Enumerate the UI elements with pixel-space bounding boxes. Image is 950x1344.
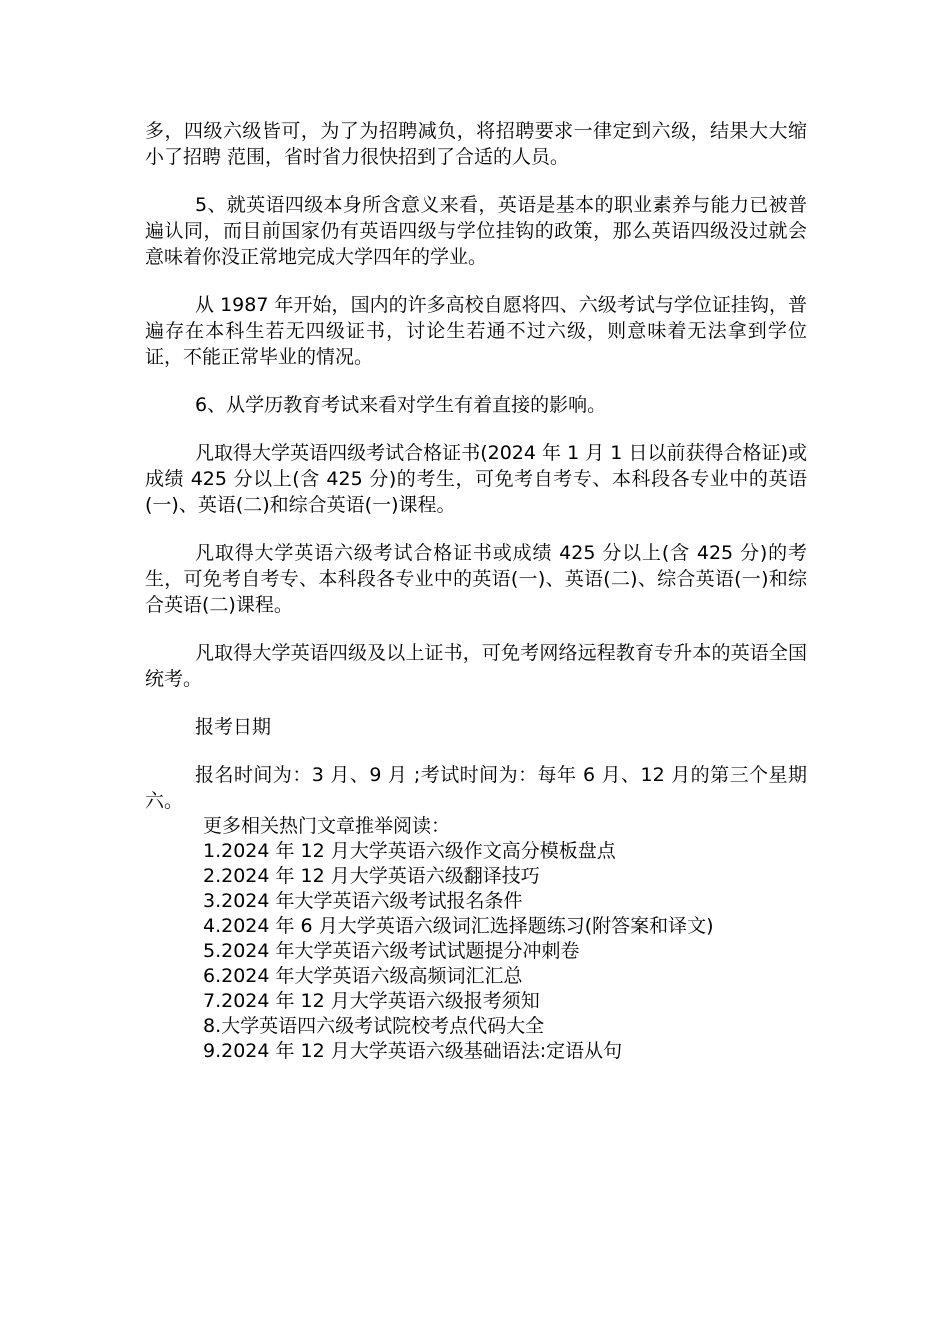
paragraph-continued: 多，四级六级皆可，为了为招聘减负，将招聘要求一律定到六级，结果大大缩小了招聘 范围，省时省力很快招到了合适的人员。 bbox=[145, 120, 807, 168]
paragraph-online-exemption: 凡取得大学英语四级及以上证书，可免考网络远程教育专升本的英语全国统考。 bbox=[145, 642, 807, 690]
document-body bbox=[145, 118, 807, 1064]
paragraph-degree-link: 从 1987 年开始，国内的许多高校自愿将四、六级考试与学位证挂钩，普遍存在本科生若无四级证书，讨论生若通不过六级，则意味着无法拿到学位证，不能正常毕业的情况。 bbox=[145, 294, 807, 368]
related-article-link[interactable]: 4.2024 年 6 月大学英语六级词汇选择题练习(附答案和译文) bbox=[203, 915, 714, 937]
related-article-link[interactable]: 9.2024 年 12 月大学英语六级基础语法:定语从句 bbox=[203, 1040, 623, 1062]
related-article-link[interactable]: 8.大学英语四六级考试院校考点代码大全 bbox=[203, 1015, 545, 1037]
related-article-link[interactable]: 2.2024 年 12 月大学英语六级翻译技巧 bbox=[203, 865, 540, 887]
paragraph-cet4-exemption: 凡取得大学英语四级考试合格证书(2024 年 1 月 1 日以前获得合格证)或成绩 425 分以上(含 425 分)的考生，可免考自考专、本科段各专业中的英语(一)、英语(二)和综合英语(一)课程。 bbox=[145, 442, 807, 516]
related-article-link[interactable]: 1.2024 年 12 月大学英语六级作文高分模板盘点 bbox=[203, 840, 616, 862]
related-article-link[interactable]: 7.2024 年 12 月大学英语六级报考须知 bbox=[203, 990, 540, 1012]
paragraph-education-impact: 6、从学历教育考试来看对学生有着直接的影响。 bbox=[195, 394, 607, 416]
related-article-link[interactable]: 5.2024 年大学英语六级考试试题提分冲刺卷 bbox=[203, 940, 580, 962]
paragraph-schedule: 报名时间为：3 月、9 月 ;考试时间为：每年 6 月、12 月的第三个星期六。 bbox=[145, 764, 807, 812]
related-article-link[interactable]: 3.2024 年大学英语六级考试报名条件 bbox=[203, 890, 523, 912]
paragraph-cet4-meaning: 5、就英语四级本身所含意义来看，英语是基本的职业素养与能力已被普遍认同，而目前国家仍有英语四级与学位挂钩的政策，那么英语四级没过就会意味着你没正常地完成大学四年的学业。 bbox=[145, 194, 807, 268]
related-articles bbox=[145, 814, 807, 1064]
related-articles-intro: 更多相关热门文章推举阅读： bbox=[203, 815, 451, 837]
related-articles-list bbox=[203, 839, 807, 1064]
paragraph-cet6-exemption: 凡取得大学英语六级考试合格证书或成绩 425 分以上(含 425 分)的考生，可免考自考专、本科段各专业中的英语(一)、英语(二)、综合英语(一)和综合英语(二)课程。 bbox=[145, 542, 807, 616]
related-article-link[interactable]: 6.2024 年大学英语六级高频词汇汇总 bbox=[203, 965, 523, 987]
section-heading-exam-dates: 报考日期 bbox=[195, 716, 272, 738]
